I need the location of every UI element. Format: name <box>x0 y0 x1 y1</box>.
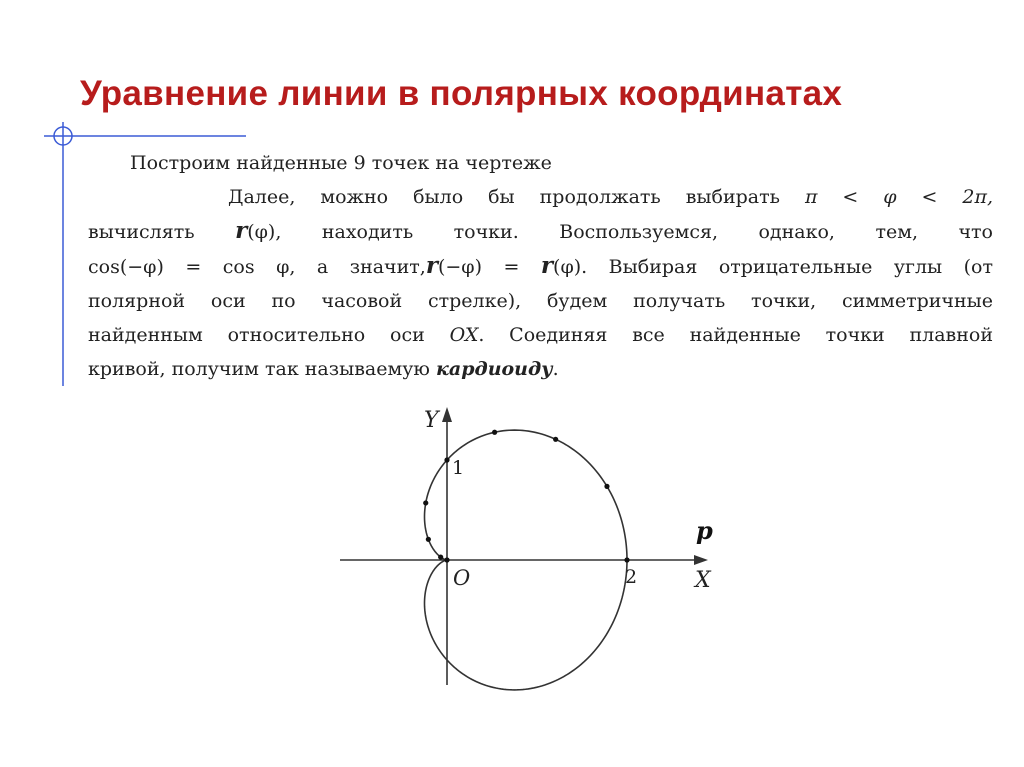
plotted-points <box>423 430 629 563</box>
cardioid-point <box>444 457 449 462</box>
y-axis-arrow <box>442 407 452 422</box>
p-label: p <box>696 516 713 545</box>
tick-x-2-label: 2 <box>625 566 638 588</box>
cardioid-figure <box>330 395 750 695</box>
text-line-1: Построим найденные 9 точек на чертеже <box>130 152 552 174</box>
origin-label: O <box>453 566 471 590</box>
text-line-4: cos(−φ) = cos φ, а значит,r(−φ) = r(φ). Выбирая отрицательные углы (от <box>88 252 993 279</box>
cardioid-point <box>444 557 449 562</box>
cardioid-point <box>438 554 443 559</box>
text-line-6: найденным относительно оси OX. Соединяя все найденные точки плавной <box>88 324 994 346</box>
slide-title: Уравнение линии в полярных координатах <box>80 74 843 113</box>
cardioid-point <box>624 557 629 562</box>
x-axis-label: X <box>695 568 711 593</box>
tick-y-1-label: 1 <box>452 457 465 479</box>
cardioid-point <box>423 500 428 505</box>
cardioid-point <box>553 437 558 442</box>
paragraph-text <box>88 146 993 386</box>
cardioid-point <box>492 430 497 435</box>
y-axis-label: Y <box>424 408 439 433</box>
text-line-5: полярной оси по часовой стрелке), будем получать точки, симметричные <box>88 290 993 312</box>
cardioid-point <box>604 484 609 489</box>
text-line-3: вычислять r(φ), находить точки. Воспользуемся, однако, тем, что <box>88 217 993 244</box>
x-axis-arrow <box>694 555 708 565</box>
cardioid-point <box>426 537 431 542</box>
text-line-2: Далее, можно было бы продолжать выбирать π < φ < 2π, <box>228 186 994 208</box>
text-line-7: кривой, получим так называемую кардиоиду. <box>88 358 559 380</box>
